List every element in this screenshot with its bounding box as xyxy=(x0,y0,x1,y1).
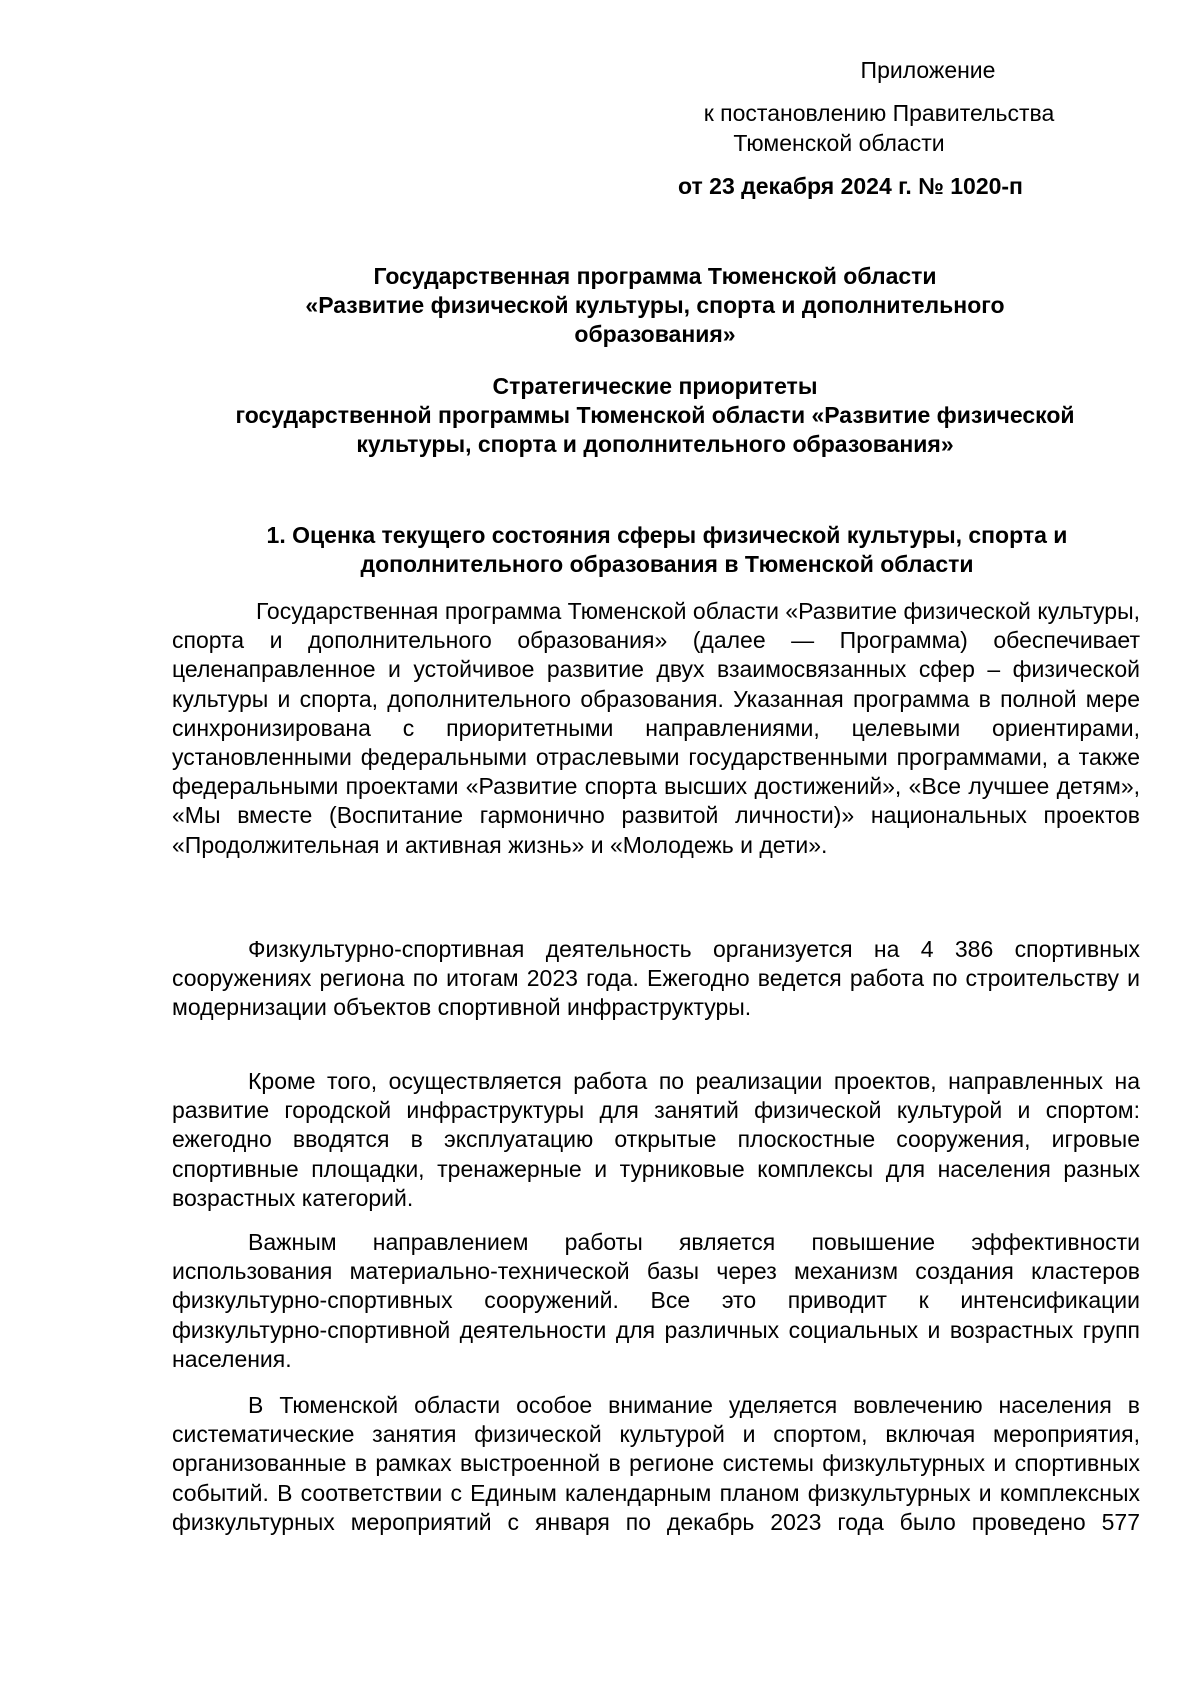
paragraph-5: В Тюменской области особое внимание уделяется вовлечению населения в систематические занятия физической культурой и спортом, включая мероприятия, организованные в рамках выстроенной в регионе системы физкультурных и спортивных событий. В соответствии с Единым календарным планом физкультурных и комплексных физкультурных мероприятий с января по декабрь 2023 года было проведено 577 xyxy=(172,1392,1140,1535)
appendix-resolution-line: к постановлению Правительства xyxy=(703,100,1055,126)
priorities-title-line-1: Стратегические приоритеты xyxy=(492,373,818,399)
appendix-region-line: Тюменской области xyxy=(733,130,945,156)
paragraph-1: Государственная программа Тюменской области «Развитие физической культуры, спорта и дополнительного образования» (далее — Программа) обеспечивает целенаправленное и устойчивое развитие двух взаимосвязанных сфер – физической культуры и спорта, дополнительного образования. Указанная программа в полной мере синхронизирована с приоритетными направлениями, целевыми ориентирами, установленными федеральными отраслевыми государственными программами, а также федеральными проектами «Развитие спорта высших достижений», «Все лучшее детям», «Мы вместе (Воспитание гармонично развитой личности)» национальных проектов «Продолжительная и активная жизнь» и «Молодежь и дети». xyxy=(172,598,1140,858)
program-title-line-1: Государственная программа Тюменской области xyxy=(373,263,937,289)
program-title xyxy=(160,262,1150,349)
paragraph-3: Кроме того, осуществляется работа по реализации проектов, направленных на развитие городской инфраструктуры для занятий физической культурой и спортом: ежегодно вводятся в эксплуатацию открытые плоскостные сооружения, игровые спортивные площадки, тренажерные и турниковые комплексы для населения разных возрастных категорий. xyxy=(172,1068,1140,1211)
section-1-heading-line-1: 1. Оценка текущего состояния сферы физической культуры, спорта и xyxy=(266,522,1068,548)
priorities-title-line-3: культуры, спорта и дополнительного образования» xyxy=(356,431,954,457)
priorities-title-line-2: государственной программы Тюменской области «Развитие физической xyxy=(235,402,1075,428)
program-title-line-2: «Развитие физической культуры, спорта и дополнительного xyxy=(305,292,1005,318)
paragraph-4: Важным направлением работы является повышение эффективности использования материально-технической базы через механизм создания кластеров физкультурно-спортивных сооружений. Все это приводит к интенсификации физкультурно-спортивной деятельности для различных социальных и возрастных групп населения. xyxy=(172,1229,1140,1372)
appendix-label: Приложение xyxy=(860,57,996,83)
paragraph-2: Физкультурно-спортивная деятельность организуется на 4 386 спортивных сооружениях региона по итогам 2023 года. Ежегодно ведется работа по строительству и модернизации объектов спортивной инфраструктуры. xyxy=(172,936,1140,1021)
program-title-line-3: образования» xyxy=(574,321,736,347)
appendix-date-number: от 23 декабря 2024 г. № 1020-п xyxy=(678,173,1023,199)
priorities-title xyxy=(160,372,1150,459)
section-1-heading-line-2: дополнительного образования в Тюменской области xyxy=(360,551,974,577)
section-1-heading xyxy=(172,521,1162,579)
